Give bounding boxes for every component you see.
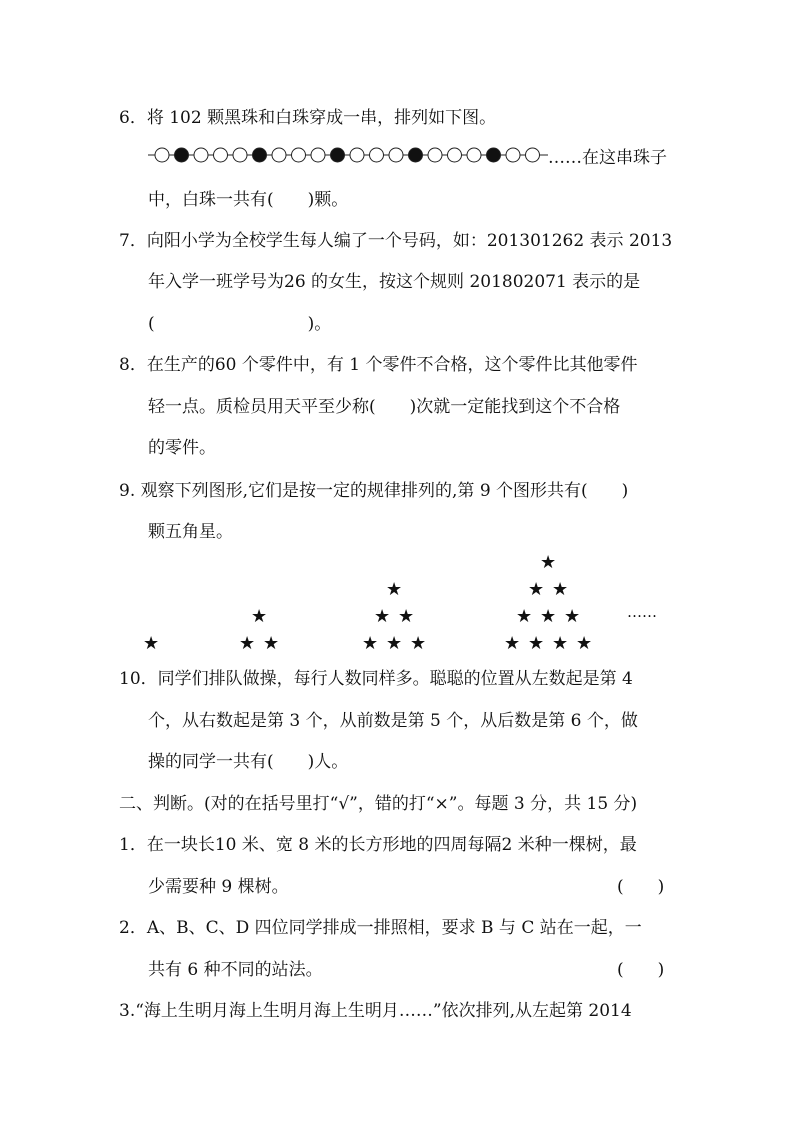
star-icon: ★ — [386, 633, 403, 654]
q10-line3: 操的同学一共有( )人。 — [148, 752, 349, 772]
star-icon: ★ — [374, 606, 391, 627]
white-bead — [526, 148, 540, 162]
star-icon: ★ — [540, 606, 557, 627]
white-bead — [467, 148, 481, 162]
j1-answer-bracket: ( ) — [617, 877, 665, 897]
white-bead — [428, 148, 442, 162]
white-bead — [506, 148, 520, 162]
white-bead — [194, 148, 208, 162]
q7-line1: 7．向阳小学为全校学生每人编了一个号码，如：201301262 表示 2013 — [119, 231, 673, 251]
white-bead — [350, 148, 364, 162]
star-icon: ★ — [552, 633, 569, 654]
j2-line2: 共有 6 种不同的站法。 — [148, 960, 323, 980]
star-ellipsis: …… — [627, 603, 657, 621]
q10-line2: 个，从右数起是第 3 个，从前数是第 5 个，从后数是第 6 个，做 — [148, 711, 638, 731]
star-icon: ★ — [410, 633, 427, 654]
star-icon: ★ — [576, 633, 593, 654]
q7-line2: 年入学一班学号为26 的女生，按这个规则 201802071 表示的是 — [148, 272, 641, 292]
star-icon: ★ — [263, 633, 280, 654]
star-icon: ★ — [540, 552, 557, 573]
star-icon: ★ — [528, 633, 545, 654]
q6-line1: 6．将 102 颗黑珠和白珠穿成一串，排列如下图。 — [119, 108, 497, 128]
q10-line1: 10．同学们排队做操，每行人数同样多。聪聪的位置从左数起是第 4 — [119, 669, 633, 689]
white-bead — [389, 148, 403, 162]
q6-beads-tail: ……在这串珠子 — [548, 148, 667, 168]
black-bead — [331, 148, 345, 162]
black-bead — [253, 148, 267, 162]
q8-line1: 8．在生产的60 个零件中，有 1 个零件不合格，这个零件比其他零件 — [119, 355, 638, 375]
j2-answer-bracket: ( ) — [617, 960, 665, 980]
j3-line1: 3.“海上生明月海上生明月海上生明月……”依次排列,从左起第 2014 — [119, 1001, 632, 1021]
star-icon: ★ — [398, 606, 415, 627]
star-icon: ★ — [251, 606, 268, 627]
star-icon: ★ — [143, 633, 160, 654]
star-icon: ★ — [504, 633, 521, 654]
q8-line3: 的零件。 — [148, 438, 216, 458]
j2-line1: 2．A、B、C、D 四位同学排成一排照相，要求 B 与 C 站在一起，一 — [119, 918, 642, 938]
j1-line2: 少需要种 9 棵树。 — [148, 877, 289, 897]
star-icon: ★ — [528, 579, 545, 600]
q9-line1: 9. 观察下列图形,它们是按一定的规律排列的,第 9 个图形共有( ) — [119, 481, 629, 501]
star-icon: ★ — [362, 633, 379, 654]
bead-string-figure — [148, 144, 548, 166]
white-bead — [155, 148, 169, 162]
white-bead — [370, 148, 384, 162]
white-bead — [311, 148, 325, 162]
q7-line3: ( )。 — [148, 314, 332, 334]
black-bead — [175, 148, 189, 162]
q6-line3: 中，白珠一共有( )颗。 — [148, 190, 349, 210]
section2-heading: 二、判断。(对的在括号里打“√”，错的打“×”。每题 3 分，共 15 分) — [119, 794, 638, 814]
star-icon: ★ — [552, 579, 569, 600]
star-icon: ★ — [564, 606, 581, 627]
q9-line2: 颗五角星。 — [148, 522, 233, 542]
white-bead — [233, 148, 247, 162]
white-bead — [214, 148, 228, 162]
white-bead — [292, 148, 306, 162]
white-bead — [272, 148, 286, 162]
star-icon: ★ — [516, 606, 533, 627]
j1-line1: 1．在一块长10 米、宽 8 米的长方形地的四周每隔2 米种一棵树，最 — [119, 835, 637, 855]
star-icon: ★ — [386, 579, 403, 600]
white-bead — [448, 148, 462, 162]
q8-line2: 轻一点。质检员用天平至少称( )次就一定能找到这个不合格 — [148, 397, 621, 417]
black-bead — [487, 148, 501, 162]
star-icon: ★ — [239, 633, 256, 654]
black-bead — [409, 148, 423, 162]
